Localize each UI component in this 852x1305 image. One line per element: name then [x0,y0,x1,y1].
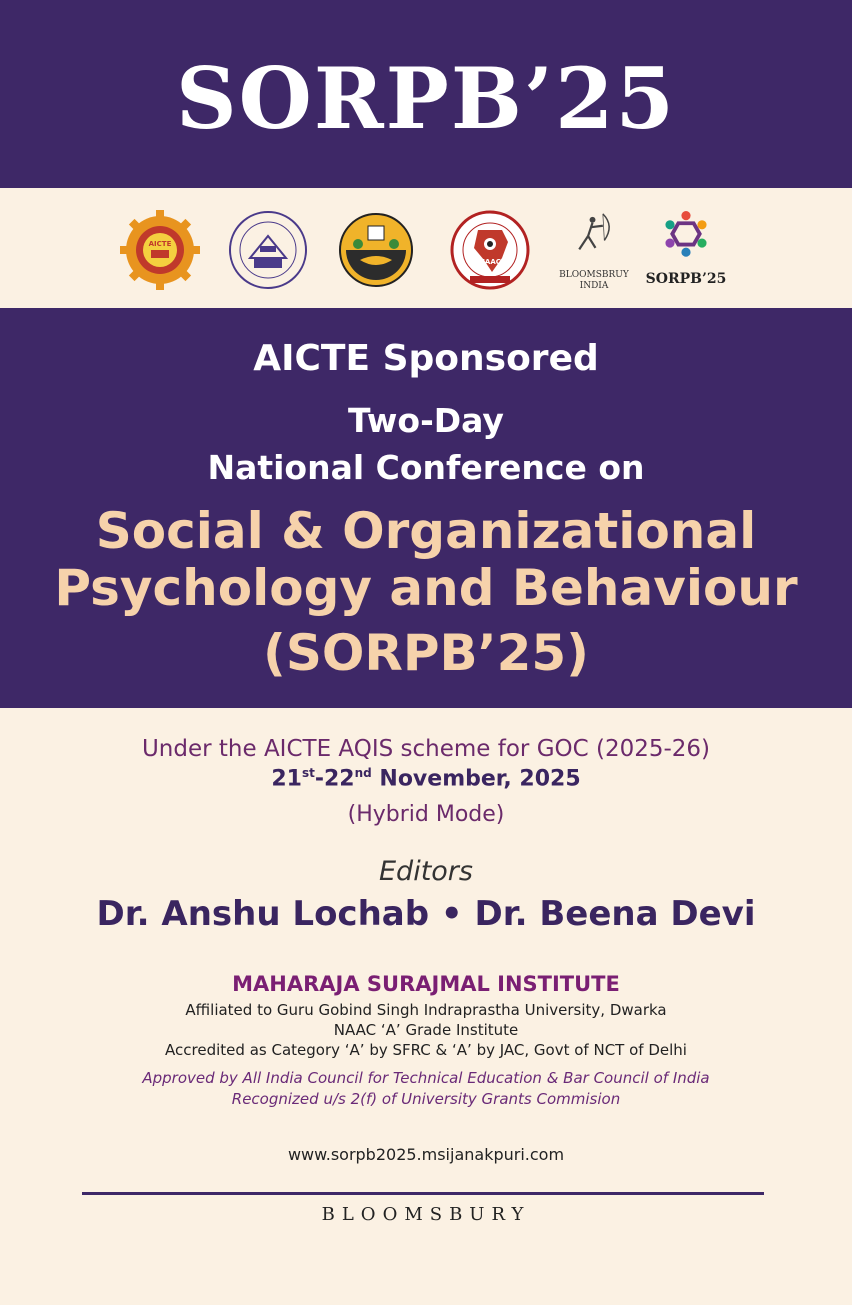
conference-title-line2: Psychology and Behaviour [54,559,798,617]
institute-name: MAHARAJA SURAJMAL INSTITUTE [232,972,620,996]
conference-band [0,308,852,708]
institute-accreditation: Accredited as Category ‘A’ by SFRC & ‘A’ by JAC, Govt of NCT of Delhi [165,1041,687,1059]
bloomsbury-india-caption [552,270,636,292]
sorpb-logo-caption: SORPB’25 [645,271,727,287]
sponsor-line: AICTE Sponsored [253,338,599,379]
aicte-gear-logo-icon [118,208,202,292]
sorpb-people-circle-icon [644,208,728,292]
conference-dates [0,766,852,791]
event-line: National Conference on [207,448,645,487]
date-separator: - [314,766,324,792]
bloomsbury-archer-icon [552,208,636,292]
end-suffix: nd [354,766,372,780]
logo-strip [0,188,852,308]
institute-naac: NAAC ‘A’ Grade Institute [333,1021,519,1039]
cover-title: SORPB’25 [176,48,676,148]
scheme-line: Under the AICTE AQIS scheme for GOC (2025-26) [141,736,711,762]
website-url: www.sorpb2025.msijanakpuri.com [287,1145,565,1164]
institute-approval: Approved by All India Council for Technical Education & Bar Council of India [142,1069,710,1087]
svg-text:NAAC: NAAC [479,258,501,266]
institute-affiliation: Affiliated to Guru Gobind Singh Indraprastha University, Dwarka [185,1001,667,1019]
ggsipu-emblem-icon [334,208,418,292]
caption-line-1: BLOOMSBRUY [559,270,629,280]
conference-title-line1: Social & Organizational [95,502,757,560]
title-band [0,0,852,188]
publisher-name: BLOOMSBURY [321,1204,531,1225]
caption-line-2: INDIA [579,281,609,291]
institute-recognition: Recognized u/s 2(f) of University Grants Commision [231,1090,621,1108]
start-suffix: st [301,766,315,780]
conference-mode: (Hybrid Mode) [347,802,505,827]
duration-line: Two-Day [348,401,504,440]
editors-label: Editors [379,856,473,887]
month-year: November, 2025 [371,766,581,792]
start-day: 21 [271,766,302,792]
msi-emblem-icon [226,208,310,292]
end-day: 22 [323,766,355,792]
footer-divider [82,1192,764,1195]
editors-names: Dr. Anshu Lochab • Dr. Beena Devi [96,894,756,934]
naac-map-logo-icon [448,208,532,292]
svg-text:AICTE: AICTE [148,240,172,248]
conference-title-line3: (SORPB’25) [262,624,590,682]
